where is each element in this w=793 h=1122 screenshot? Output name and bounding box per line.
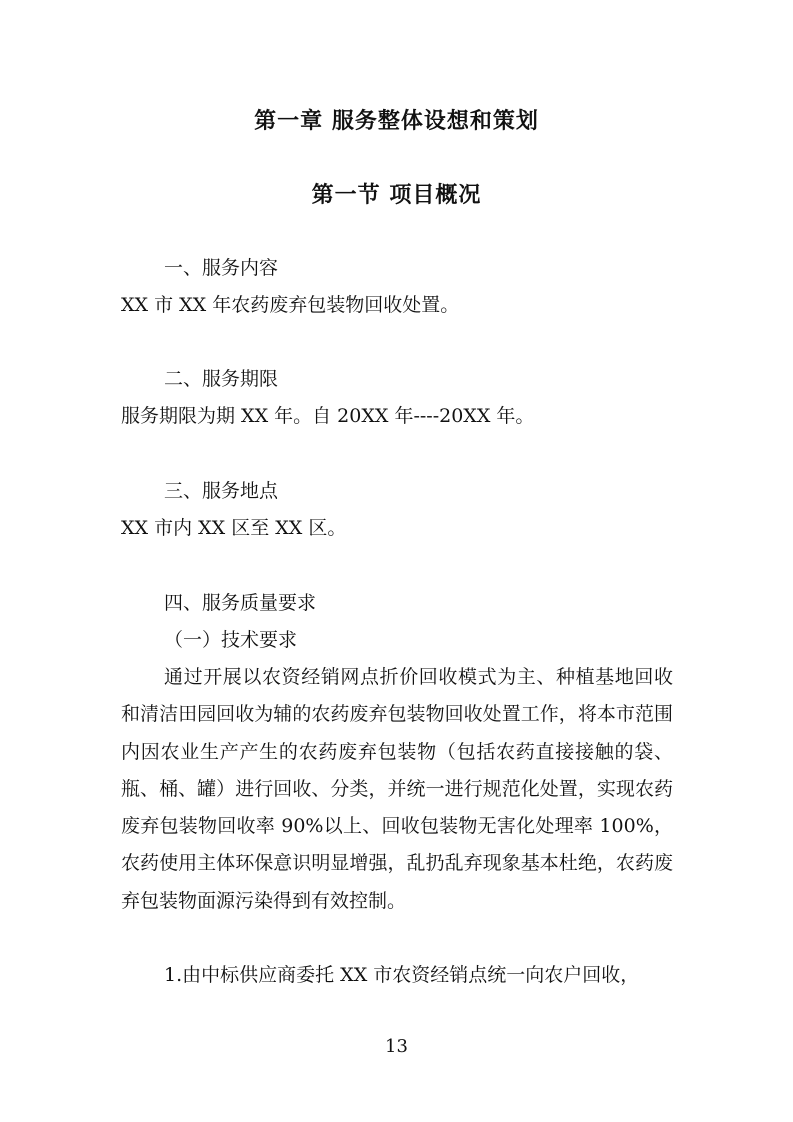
section-title: 第一节 项目概况 — [311, 182, 482, 208]
item-text-service-content: XX 市 XX 年农药废弃包装物回收处置。 — [121, 294, 460, 316]
subheading-technical-requirements: （一）技术要求 — [164, 629, 298, 651]
chapter-title: 第一章 服务整体设想和策划 — [254, 108, 539, 134]
numbered-item-1: 1.由中标供应商委托 XX 市农资经销点统一向农户回收， — [164, 964, 640, 986]
item-text-service-period: 服务期限为期 XX 年。自 20XX 年----20XX 年。 — [121, 405, 535, 427]
item-text-service-location: XX 市内 XX 区至 XX 区。 — [121, 517, 347, 539]
item-heading-service-period: 二、服务期限 — [164, 368, 279, 390]
item-heading-quality-requirements: 四、服务质量要求 — [164, 592, 317, 614]
page-number: 13 — [385, 1036, 408, 1057]
body-paragraph: 通过开展以农资经销网点折价回收模式为主、种植基地回收和清洁田园回收为辅的农药废弃包装物回收处置工作，将本市范围内因农业生产产生的农药废弃包装物（包括农药直接接触的袋、瓶、桶、罐）进行回收、分类，并统一进行规范化处置，实现农药废弃包装物回收率 90%以上、回收包装物无害化处理率 100%，农药使用主体环保意识明显增强，乱扔乱弃现象基本杜绝，农药废弃包装物面源污染得到有效控制。 — [121, 666, 673, 912]
item-heading-service-content: 一、服务内容 — [164, 257, 279, 279]
item-heading-service-location: 三、服务地点 — [164, 480, 279, 502]
